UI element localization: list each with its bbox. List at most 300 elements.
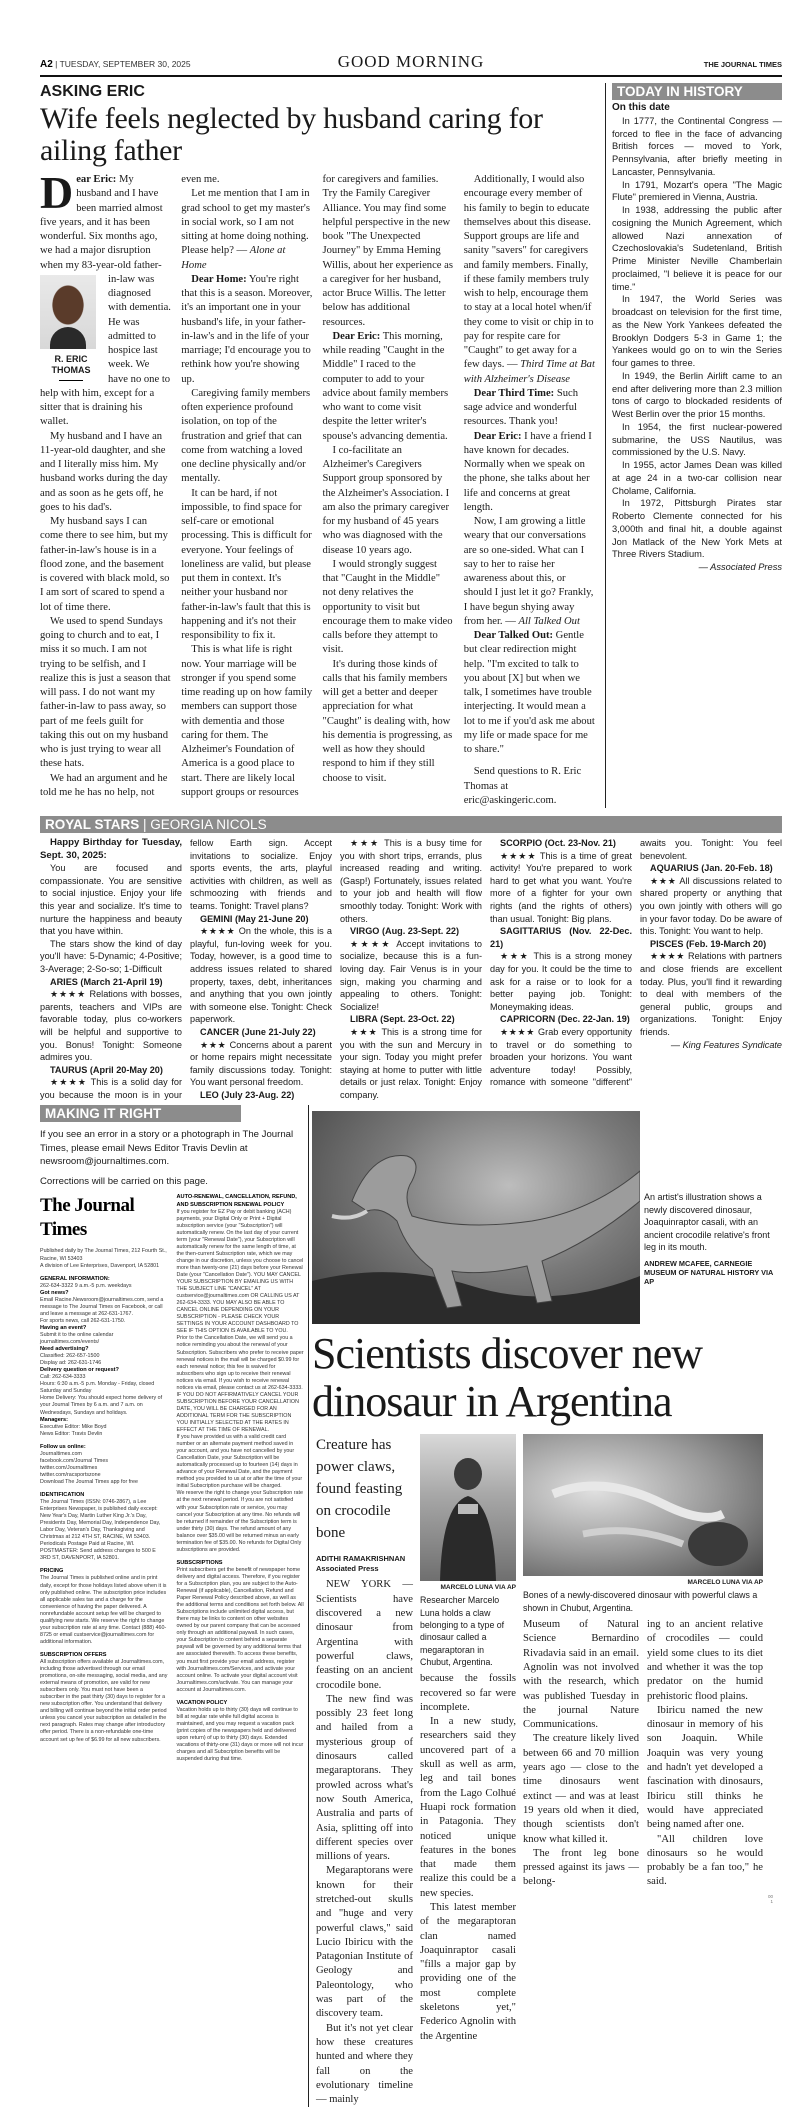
article-paragraph [647, 1704, 763, 1833]
signoff: All Talked Out [518, 615, 580, 627]
history-entry [612, 179, 782, 205]
paragraph-text: LIBRA (Sept. 23-Oct. 22) [350, 1014, 455, 1025]
paragraph-text: Gentle but clear redirection might help. "I'm excited to talk to you about [X] but when we talk, I sometimes have trouble interjecting. It would mean a lot to me if you'd ask me about my life or made space for me to share." [463, 630, 595, 755]
paragraph-text: Print subscribers get the benefit of newspaper home delivery and digital access. Therefore, if you register for a Subscription plan, you are subject to the Auto-Renewal (if applicable), Cancellation, Refund and Paper Renewal Policy described above, as well as the additional terms and conditions set forth below. All Subscriptions include unlimited digital access, but there may be links to content on other websites owned by our parent company that can be accessed only through an additional paywall. In such cases, your Subscription to content behind a separate paywall will be governed by any additional terms that are associated therewith. To access these benefits, you must first provide your email address, register with Journaltimes.com/Services, and activate your account online. To activate your digital account visit Journaltimes.com/activate. You can manage your account at Journaltimes.com. [176, 1566, 304, 1693]
horoscope-entry [490, 850, 632, 926]
paragraph-text: Home Delivery: You should expect home delivery of your Journal Times by 6 a.m. and 7 a.m. on Wednesdays, Sundays and holidays. [40, 1395, 163, 1416]
paragraph-text: Send questions to R. Eric Thomas at eric@askingeric.com. [463, 766, 582, 806]
horoscope-entry [190, 913, 332, 926]
dinosaur-illustration [312, 1111, 640, 1324]
column-kicker: ASKING ERIC [40, 83, 145, 100]
paragraph-text: ★★★★ On the whole, this is a playful, fun-loving week for you. Today, however, is a good time to address issues related to shared property, taxes, debt, inheritances and anything that you own jointly with someone else. Tonight: Check paperwork. [190, 926, 332, 1025]
researcher-photo-credit: MARCELO LUNA VIA AP [440, 1584, 516, 1592]
paragraph-text: This latest member of the megaraptoran clan named Joaquinraptor casali "fills a major gap by providing one of the most complete skeletons yet," Federico Agnolin with the Argentine [420, 1902, 516, 2042]
paragraph-text: Ibiricu named the new dinosaur in memory of his son Joaquin. While Joaquin was very young and hadn't yet developed a fascination with dinosaurs, Ibiricu still thinks he would have appreciated being named after one. [647, 1704, 763, 1831]
lead-in: Dear Eric: [332, 330, 381, 342]
paragraph-text: Let me mention that I am in grad school to get my master's in social work, so I am not sitting at home doing nothing. Please help? — [181, 188, 310, 257]
masthead-item [40, 1417, 168, 1424]
history-entry [612, 497, 782, 561]
horoscope-entry [40, 862, 182, 938]
horoscope-entry [40, 976, 182, 989]
paragraph-text: Need advertising? [40, 1346, 89, 1353]
masthead-item [40, 1263, 168, 1270]
horoscope-entry [190, 1026, 332, 1039]
bottom-section [40, 1105, 782, 2107]
paragraph-text: ★★★ This is a busy time for you with short trips, errands, plus increased reading and writing. (Gasp!) Fortunately, issues related to your job and health will flow smoothly today. Tonight: Work with others. [340, 838, 482, 924]
page-number: A2 [40, 59, 53, 70]
article-paragraph [420, 1672, 516, 1715]
advice-paragraph [323, 658, 454, 786]
article-paragraph [316, 2022, 413, 2107]
horoscope-entry [190, 925, 332, 1026]
masthead-item [177, 1707, 305, 1763]
masthead-item [177, 1434, 305, 1490]
horoscope-entry [640, 950, 782, 1038]
horoscope-body [40, 837, 782, 1101]
paragraph-text: In 1791, Mozart's opera "The Magic Flute" premiered in Vienna, Austria. [612, 179, 782, 203]
lead-in: Dear Third Time: [473, 387, 555, 399]
paragraph-text: In 1938, addressing the public after cosigning the Munich Agreement, which allowed Nazi annexation of Czechoslovakia's Sudetenland, British Prime Minister Neville Chamberlain proclaimed, "I believe it is peace for our time." [612, 205, 782, 292]
lead-in: Dear Home: [191, 273, 247, 285]
masthead-item [40, 1346, 168, 1353]
masthead-item [177, 1209, 305, 1336]
masthead-item [40, 1332, 168, 1346]
horoscope-entry-list [40, 837, 782, 1101]
horoscope-entry [40, 938, 182, 976]
advice-paragraph [323, 558, 454, 658]
paragraph-text: ★★★★ Relations with partners and close friends are excellent today. Plus, you'll find it rewarding to deal with members of the general public, groups and organizations. Tonight: Enjoy friends. [640, 951, 782, 1037]
masthead-item [40, 1659, 168, 1744]
article-columns-3-4 [523, 1614, 773, 1890]
paragraph-text: Follow us online: [40, 1443, 86, 1450]
advice-paragraph-list [40, 167, 595, 808]
masthead-item [177, 1560, 305, 1567]
paragraph-text: Megaraptorans were known for their stretched-out skulls and "huge and very powerful claws," said Lucio Ibiricu with the Patagonian Institute of Geology and Paleontology, who was part of the discovery team. [316, 1865, 413, 2020]
advice-paragraph [464, 765, 595, 808]
paragraph-text: This is what life is right now. Your marriage will be stronger if you spend some time reading up on how family members can support those with dementia and those caring for them. The Alzheimer's Foundation of America is a good place to start. There are likely local support groups or resources for caregivers and families. Try the Family Caregiver Alliance. You may find some helpful perspective in the new book "The Unexpected Journey" by Emma Heming Willis, about her experience as a caregiver for her husband, actor Bruce Willis. The letter below has additional resources. [181, 174, 453, 798]
paragraph-text: ★★★ This is a strong money day for you. It could be the time to ask for a raise or to look for a better paying job. Tonight: Moneymaking ideas. [490, 951, 632, 1012]
paragraph-text: ★★★ This is a strong time for you with the sun and Mercury in your sign. Today you might prefer staying at home to putter with little details or just relax. Tonight: Enjoy company. [340, 1026, 482, 1100]
advice-paragraph [464, 387, 595, 430]
paragraph-text: TAURUS (April 20-May 20) [50, 1064, 163, 1075]
paragraph-text: "All children love dinosaurs so he would probably be a fan too," he said. [647, 1833, 763, 1888]
advice-paragraph [40, 615, 171, 772]
horoscope-title: ROYAL STARS [45, 817, 140, 832]
illustration-row [312, 1111, 782, 1324]
paragraph-text: This morning, while reading "Caught in the Middle" I raced to the computer to add to your advice about family members who want to come visit despite the letter writer's spouse's advancing dementia. [322, 330, 449, 442]
article-paragraph [523, 1618, 639, 1732]
paragraph-text: IDENTIFICATION [40, 1491, 85, 1498]
paragraph-text: If you register for EZ Pay or debit banking (ACH) payments, your Digital Only or Print + Digital subscription service (your "Subscription") will automatically renew. On the last day of your current term (your "Renewal Date"), your Subscription will automatically renew for the same length of time, at the then-current Subscription rate, which we may change in our discretion, unless you choose to cancel more than twenty-one (21) days before your Renewal Date (your "Cancellation Date"). YOU MAY CANCEL YOUR SUBSCRIPTION BY EMAILING US WITH THE SUBJECT LINE "CANCEL" AT custservice@journaltimes.com OR CALLING US AT 262-634-3333. YOU MAY ALSO BE ABLE TO CANCEL ONLINE DEPENDING ON YOUR SUBSCRIPTION - PLEASE CHECK YOUR SETTINGS IN YOUR ACCOUNT DASHBOARD TO SEE IF THIS OPTION IS AVAILABLE TO YOU. [176, 1208, 304, 1335]
paragraph-text: Caregiving family members often experience profound isolation, on top of the frustration and grief that can come from watching a loved one decline physically and/or mentally. [181, 387, 311, 485]
advice-paragraph [181, 187, 312, 273]
paragraph-text: CANCER (June 21-July 22) [200, 1026, 316, 1037]
horoscope-entry [40, 1064, 182, 1077]
paragraph-text: I have a friend I have known for decades. Normally when we speak on the phone, she talks about her life and concerns at great length. [463, 430, 592, 513]
masthead-item [40, 1458, 168, 1465]
masthead-item [40, 1353, 168, 1360]
horoscope-entry [40, 988, 182, 1064]
horoscope-entry [190, 1089, 332, 1102]
article-paragraph [420, 1715, 516, 1901]
horoscope-entry [490, 925, 632, 950]
paragraph-text: Having an event? [40, 1324, 87, 1331]
paragraph-text: We reserve the right to change your Subscription rate at the next renewal period. If you are not satisfied with your Subscription rate or service, you may cancel your Subscription at any time. No refunds will be returned if remainder of the Subscription term is under thirty (30) days. The refund amount of any balance over $35.00 will be returned minus an early termination fee of $35.00. No refunds for Digital Only subscriptions are provided. [176, 1490, 303, 1553]
paragraph-text: News Editor: Travis Devlin [40, 1430, 103, 1437]
paragraph-text: You are focused and compassionate. You are sensitive to social injustice. Enjoy your life this year and socialize. It's time to nurture the happiness and beauty that you have within. [40, 863, 182, 937]
dinosaur-illustration-photo [312, 1111, 640, 1324]
paragraph-text: In 1954, the first nuclear-powered submarine, the USS Nautilus, was commissioned by the U.S. Navy. [612, 421, 782, 458]
masthead-item [177, 1194, 305, 1208]
lead-in: Dear Eric: [473, 430, 522, 442]
masthead-item [40, 1381, 168, 1395]
paragraph-text: We used to spend Sundays going to church and to eat, I miss it so much. I am not trying to be selfish, and I realize this is just a season that will pass. I do not want my father-in-law to pass away, so part of me feels guilt for taking this out on my husband who is just trying to wear all these hats. [40, 615, 171, 770]
paragraph-text: Prior to the Cancellation Date, we will send you a notice reminding you about the renewal of your Subscription. Subscribers who prefer to receive paper renewal notices in the mail will be charged $0.99 for each renewal notice; this fee is waived for subscribers who sign up to receive their renewal notices via email. If you wish to receive renewal notices via email, please contact us at 262-634-3333. IF YOU DO NOT AFFIRMATIVELY CANCEL YOUR SUBSCRIPTION BEFORE YOUR CANCELLATION DATE, YOU WILL BE CHARGED FOR AN ADDITIONAL TERM FOR THE SUBSCRIPTION YOU INITIALLY SELECTED AT THE RATES IN EFFECT AT THE TIME OF RENEWAL. [176, 1335, 304, 1434]
article-paragraph [420, 1901, 516, 2044]
horoscope-entry [340, 1026, 482, 1102]
paragraph-text: Journaltimes.com [40, 1450, 82, 1457]
paragraph-text: LEO (July 23-Aug. 22) [200, 1089, 295, 1100]
masthead-item [40, 1367, 168, 1374]
illustration-caption [644, 1111, 782, 1324]
fossil-photo-caption: Bones of a newly-discovered dinosaur with powerful claws a shown in Chubut, Argentina. [523, 1590, 758, 1613]
columnist-name: R. ERIC THOMAS [51, 354, 91, 375]
paragraph-text: In 1955, actor James Dean was killed at age 24 in a two-car collision near Cholame, California. [612, 460, 782, 496]
paragraph-text: GEMINI (May 21-June 20) [200, 913, 309, 924]
paragraph-text: In a new study, researchers said they uncovered part of a skull as well as arm, leg and tail bones from the Lago Colhué Huapi rock formation in Patagonia. They noticed unique features in the bones that made them realize this could be a new species. [420, 1716, 516, 1899]
paragraph-text: Happy Birthday for Tuesday, Sept. 30, 2025: [40, 837, 182, 861]
history-entry [612, 561, 782, 574]
horoscope-entry [640, 1039, 782, 1052]
paragraph-text: PRICING [40, 1568, 64, 1575]
paragraph-text: Submit it to the online calendar journaltimes.com/events/ [40, 1331, 114, 1346]
paragraph-text: ★★★★ Relations with bosses, parents, teachers and VIPs are favorable today, plus co-workers will be helpful and supportive to you. Bonus! Tonight: Someone admires you. [40, 989, 182, 1063]
fossil-photo-credit: MARCELO LUNA VIA AP [687, 1579, 763, 1587]
paragraph-text: If you have provided us with a valid credit card number or an alternate payment method saved in your account, and you have not cancelled by your Cancellation Date, your Subscription will be automatically processed up to fourteen (14) days in advance of your Renewal Date, and the payment method you provided to us at or after the time of your initial Subscription purchase will be charged. [176, 1434, 303, 1490]
columnist-headshot [40, 275, 96, 349]
masthead-item [40, 1499, 168, 1562]
article-column-b [420, 1434, 516, 2107]
paragraph-text: The Journal Times is published online and in print daily, except for those holidays listed above when it is only published online. The subscription price includes all applicable sales tax and a charge for the convenience of having the paper delivered. A nonrefundable account setup fee will be charged to qualifying new starts. We reserve the right to change your subscription rate at any time. Contact (888) 460-8725 or email custservice@journaltimes.com for additional information. [40, 1575, 167, 1645]
masthead-item [40, 1575, 168, 1645]
byline [316, 1554, 413, 1574]
article-column-4 [647, 1618, 763, 1890]
paragraph-text: facebook.com/Journal Times [40, 1457, 109, 1464]
paragraph-text: A division of Lee Enterprises, Davenport, IA 52801 [40, 1262, 160, 1269]
paragraph-text: My husband and I have been married almost five years, and it has been wonderful. Six months ago, we had a major disruption when my 83-year-old father-in-law was diagnosed with dementia. He was admitted to hospice last week. We have no one to help with him, except for a sitter that is draining his wallet. [40, 174, 171, 428]
history-entry-list [612, 102, 782, 574]
article-paragraph [647, 1833, 763, 1890]
byline-author: ADITHI RAMAKRISHNAN [316, 1554, 406, 1564]
article-paragraph [647, 1618, 763, 1704]
advice-column-body [40, 167, 595, 808]
folio-number: 1 [770, 1898, 773, 1904]
paragraph-text: ★★★★ Accept invitations to socialize, because this is a fun-loving day. Fair Venus is in your sign, making you charming and appealing to others. Tonight: Socialize! [340, 938, 482, 1012]
article-paragraph [316, 1693, 413, 1865]
issue-date: TUESDAY, SEPTEMBER 30, 2025 [59, 59, 191, 69]
lead-in: Dear Talked Out: [473, 630, 554, 641]
researcher-figure [420, 1434, 516, 1581]
masthead-item [40, 1652, 168, 1659]
paragraph-text: because the fossils recovered so far were incomplete. [420, 1673, 516, 1713]
paragraph-text: ★★★ All discussions related to shared property or anything that you own jointly with others will go in your favor today. Do be aware of this. Tonight: You want to help. [640, 875, 782, 937]
paragraph-text: On this date [612, 102, 670, 113]
paragraph-text: Now, I am growing a little weary that our conversations are so one-sided. What can I say to her to raise her awareness about this, or should I just let it go? Frankly, I have begun shying away from her. — [463, 516, 594, 627]
masthead-item [40, 1431, 168, 1438]
dinosaur-headline: Scientists discover new dinosaur in Argentina [312, 1329, 703, 1427]
paragraph-text: The front leg bone pressed against its jaws — belong- [523, 1847, 639, 1888]
masthead-item [177, 1700, 305, 1707]
paragraph-text: I would strongly suggest that "Caught in the Middle" not deny relatives the opportunity to visit but encourage them to make video calls before they attempt to visit. [322, 558, 453, 656]
article-column-2 [420, 1672, 516, 2044]
paragraph-text: Such sage advice and wonderful resources. Thank you! [463, 387, 579, 428]
masthead-item [40, 1492, 168, 1499]
paragraph-text: AUTO-RENEWAL, CANCELLATION, REFUND, AND SUBSCRIPTION RENEWAL POLICY [176, 1194, 297, 1208]
masthead-item [40, 1472, 168, 1479]
article-column-c [523, 1434, 773, 2107]
paragraph-text: My husband and I have an 11-year-old daughter, and she and I literally miss him. My husband works during the day and as soon as he gets off, he goes to his dad's. [40, 430, 168, 513]
paragraph-text: CAPRICORN (Dec. 22-Jan. 19) [500, 1014, 630, 1025]
paragraph-text: You're right that this is a season. Moreover, it's an important one in your husband's life, in your father-in-law's and in the life of your marriage; I'd encourage you to rethink how you're showing up. [181, 273, 313, 385]
advice-paragraph [464, 173, 595, 387]
article-paragraph-list [316, 1578, 413, 2107]
paragraph-text: SAGITTARIUS (Nov. 22-Dec. 21) [490, 926, 632, 949]
paragraph-text: Got news? [40, 1289, 69, 1296]
divider [59, 380, 83, 381]
corrections-body [40, 1128, 304, 1188]
left-rail [40, 1105, 309, 2107]
today-in-history-header: TODAY IN HISTORY [612, 83, 782, 100]
paragraph-text: 262-634-3322 9 a.m.-5 p.m. weekdays [40, 1282, 132, 1289]
paragraph-text: My husband says I can come there to see him, but my father-in-law's house is in a flood zone, and the basement is covered with black mold, so I am sort of scared to spend a lot of time there. [40, 516, 170, 613]
paragraph-text: The Journal Times (ISSN: 0746-2867), a Lee Enterprises Newspaper, is published daily except: New Year's Day, Martin Luther King Jr.'s Day, Presidents Day, Memorial Day, Independence Day, Labor Day, Veteran's Day, Thanksgiving and Christmas at 212 4TH ST, RACINE, WI 53403. Periodicals Postage Paid at Racine, WI. POSTMASTER: Send address changes to 500 E 3RD ST, DAVENPORT, IA 52801. [40, 1499, 161, 1562]
illustration-credit: ANDREW MCAFEE, CARNEGIE MUSEUM OF NATURAL HISTORY VIA AP [644, 1258, 774, 1286]
folio-code: 00 [767, 1893, 773, 1899]
paragraph-text: The new find was possibly 23 feet long and hailed from a mysterious group of dinosaurs called megaraptorans. They prowled across what's now South America, Australia and parts of Asia, splitting off into different species over millions of years. [316, 1693, 413, 1863]
paragraph-text: SCORPIO (Oct. 23-Nov. 21) [500, 838, 616, 848]
masthead-item [40, 1479, 168, 1486]
paragraph-text: VIRGO (Aug. 23-Sept. 22) [350, 926, 460, 937]
paper-name: THE JOURNAL TIMES [703, 60, 782, 69]
researcher-photo-caption: Researcher Marcelo Luna holds a claw belonging to a type of dinosaur called a megaraptoran in Chubut, Argentina. [420, 1595, 505, 1667]
journal-times-logo: The Journal Times [40, 1195, 135, 1241]
page-header [40, 52, 782, 77]
horoscope-entry [490, 950, 632, 1013]
horoscope-entry [640, 875, 782, 938]
advice-headline: Wife feels neglected by husband caring for ailing father [40, 102, 543, 167]
paragraph-text: GENERAL INFORMATION: [40, 1275, 110, 1282]
masthead-item [40, 1360, 168, 1367]
masthead-item [40, 1451, 168, 1458]
article-paragraph-list [420, 1672, 516, 2044]
horoscope-header [40, 816, 782, 833]
advice-paragraph [181, 487, 312, 644]
paragraph-text: Classified: 262-657-1500 [40, 1353, 100, 1360]
masthead-item [40, 1248, 168, 1262]
masthead-item [177, 1567, 305, 1694]
fossil-bones [523, 1434, 763, 1576]
today-in-history-body [612, 102, 782, 574]
horoscope-entry [490, 837, 632, 850]
paragraph-text: It's during those kinds of calls that his family members will get a better and deeper appreciation for what "Caught" is dealing with, how his dementia is progressing, as well as how they should respond to him if they still choose to visit. [322, 658, 453, 784]
paragraph-text: SUBSCRIPTIONS [176, 1559, 223, 1566]
paragraph-text: twitter.com/racsportszone [40, 1471, 101, 1478]
paragraph-text: VACATION POLICY [176, 1699, 228, 1706]
history-entry [612, 293, 782, 370]
paragraph-text: Vacation holds up to thirty (30) days will continue to bill at regular rate while full digital access is maintained, and you may request a vacation pack (print copies of the newspapers held and delivered upon return) of up to thirty (30) days. Extended vacations of thirty-one (31) days or more will not incur charges and all Subscription benefits will be suspended during that time. [176, 1706, 304, 1763]
paragraph-text: SUBSCRIPTION OFFERS [40, 1651, 107, 1658]
paragraph-text: The stars show the kind of day you'll have: 5-Dynamic; 4-Positive; 3-Average; 2-So-so; 1-Difficult [40, 938, 182, 974]
article-paragraph [523, 1847, 639, 1890]
page-folio [523, 1894, 773, 1904]
paragraph-text: ★★★★ This is a time of great activity! You're prepared to work hard to get what you want. You're more of a fighter for your own rights (and the rights of others) than usual. Tonight: Big plans. [490, 850, 632, 924]
newspaper-page [40, 0, 782, 2107]
fossil-bones-photo [523, 1434, 763, 1576]
dinosaur-deck: Creature has power claws, found feasting on crocodile bone [316, 1437, 403, 1542]
advice-paragraph [323, 444, 454, 558]
advice-paragraph [464, 629, 595, 757]
article-column-3 [523, 1618, 639, 1890]
advice-paragraph [181, 273, 312, 387]
masthead-item [40, 1283, 168, 1290]
page-dateline: A2 | TUESDAY, SEPTEMBER 30, 2025 [40, 59, 191, 70]
advice-paragraph [181, 387, 312, 487]
horoscope-entry [340, 938, 482, 1014]
byline-agency: Associated Press [316, 1564, 379, 1574]
corrections-paragraph [40, 1128, 304, 1169]
corrections-header: MAKING IT RIGHT [40, 1105, 241, 1122]
masthead-item [177, 1490, 305, 1553]
horoscope-entry [640, 862, 782, 875]
horoscope-entry [40, 837, 182, 862]
masthead-item [177, 1335, 305, 1434]
paragraph-text: All subscription offers available at Journaltimes.com, including those advertised through our email promotions, on-site messaging, social media, and any external means of promotion, are valid for new subscribers only. You must not have been a subscriber in the past thirty (30) days to register for a new subscription offer. You understand that delivery and billing will continue beyond the initial order period unless you cancel your subscription as detailed in the next paragraph. Rates may change after introductory offer period. There is a non-refundable one-time account set up fee of $6.99 for all new subscribers. [40, 1659, 168, 1743]
masthead-item-list [40, 1194, 304, 1763]
paragraph-text: Corrections will be carried on this page. [40, 1175, 208, 1187]
paragraph-text: AQUARIUS (Jan. 20-Feb. 18) [650, 863, 773, 874]
masthead-item [40, 1325, 168, 1332]
horoscope-entry [340, 925, 482, 938]
today-in-history [612, 83, 782, 808]
paragraph-text: The creature likely lived between 66 and 70 million years ago — close to the time dinosaurs went extinct — and was at least 19 years old when it died, though scientists don't know what killed it. [523, 1733, 639, 1845]
lead-in: ear Eric: [76, 174, 117, 185]
horoscope-entry [490, 1013, 632, 1026]
horoscope-author: | GEORGIA NICOLS [139, 817, 267, 832]
article-body [312, 1434, 782, 2107]
history-entry [612, 459, 782, 497]
paragraph-text: But it's not yet clear how these creatures hunted and where they fall on the evolutionary timeline — mainly [316, 2022, 413, 2106]
masthead-info-box [40, 1194, 304, 1763]
paragraph-text: Call: 262-634-3333 [40, 1374, 86, 1381]
masthead-item [40, 1424, 168, 1431]
paragraph-text: Delivery question or request? [40, 1367, 119, 1374]
corrections-paragraph [40, 1175, 304, 1189]
signoff: Third Time at Bat with Alzheimer's Disease [463, 359, 595, 385]
paragraph-text: Email Racine.Newsroom@journaltimes.com, send a message to The Journal Times on Facebook, or call and leave a message at 262-631-1767. [40, 1296, 164, 1317]
horoscope-entry [190, 1039, 332, 1089]
masthead-item [40, 1318, 168, 1325]
masthead-item [40, 1374, 168, 1381]
history-entry [612, 370, 782, 421]
researcher-photo [420, 1434, 516, 1581]
advice-paragraph [40, 430, 171, 516]
article-column-1 [316, 1578, 413, 2107]
paragraph-text: Executive Editor: Mike Boyd [40, 1423, 107, 1430]
article-paragraph [316, 1864, 413, 2021]
history-entry [612, 102, 782, 115]
masthead-item [40, 1297, 168, 1318]
paragraph-text: Published daily by The Journal Times, 212 Fourth St., Racine, WI 53403 [40, 1248, 167, 1262]
advice-paragraph [40, 515, 171, 615]
history-entry [612, 421, 782, 459]
paragraph-text: In 1947, the World Series was broadcast on television for the first time, as the New York Yankees defeated the Brooklyn Dodgers 5-3 in Game 1; the Yankees would go on to win the Series four games to three. [612, 294, 782, 368]
paragraph-text: It can be hard, if not impossible, to find space for self-care or emotional processing. This is difficult for everyone. Your feelings of loneliness are valid, but please put them in context. It's neither your husband nor father-in-law's fault that this is happening and it's not their responsibility to fix it. [181, 487, 312, 641]
paragraph-text: ARIES (March 21-April 19) [50, 976, 163, 987]
paragraph-text: Museum of Natural Science Bernardino Rivadavia said in an email. Agnolin was not involved with the research, which was published Tuesday in the journal Nature Communications. [523, 1619, 639, 1731]
article-paragraph-list [523, 1618, 639, 1890]
top-row [40, 83, 782, 808]
horoscope-entry [340, 837, 482, 925]
advice-paragraph [323, 330, 454, 444]
masthead-item [40, 1276, 168, 1283]
article-paragraph [316, 1578, 413, 1692]
paragraph-text: For sports news, call 262-631-1750. [40, 1317, 126, 1324]
advice-column [40, 83, 606, 808]
paragraph-text: We had an argument and he told me he has no help, not even me. [40, 174, 220, 798]
article-column-a [316, 1434, 413, 2107]
paragraph-text: twitter.com/Journaltimes [40, 1464, 98, 1471]
masthead-item [40, 1568, 168, 1575]
paragraph-text: If you see an error in a story or a photograph in The Journal Times, please email News Editor Travis Devlin at newsroom@journaltimes.com. [40, 1129, 294, 1168]
dinosaur-article [309, 1105, 782, 2107]
paragraph-text: Hours: 6:30 a.m.-5 p.m. Monday - Friday, closed Saturday and Sunday [40, 1381, 155, 1395]
paragraph-text: ★★★★ Grab every opportunity to travel or do something to broaden your horizons. You want adventure today! Possibly, romance with someone "different" awaits you. Tonight: You feel benevolent. [490, 838, 782, 1088]
advice-paragraph [464, 430, 595, 516]
paragraph-text: — King Features Syndicate [670, 1039, 782, 1050]
horoscope-entry [340, 1013, 482, 1026]
history-entry [612, 115, 782, 179]
paragraph-text: Managers: [40, 1416, 68, 1423]
corrections-paragraph-list [40, 1128, 304, 1188]
masthead-item [40, 1395, 168, 1416]
paragraph-text: In 1949, the Berlin Airlift came to an end after delivering more than 2.3 million tons of cargo to blockaded residents of West Berlin over the prior 15 months. [612, 370, 782, 419]
columnist-photo [40, 275, 102, 381]
drop-cap: D [40, 167, 74, 218]
paragraph-text: In 1972, Pittsburgh Pirates star Roberto Clemente connected for his 3,000th and final hit, a double against Jon Matlack of the New York Mets at Three Rivers Stadium. [612, 498, 782, 560]
horoscope-entry [640, 938, 782, 951]
paragraph-text: ing to an ancient relative of crocodiles — could yield some clues to its diet and whether it was the top predator on the humid prehistoric flood plains. [647, 1619, 763, 1702]
paragraph-text: I co-facilitate an Alzheimer's Caregivers Support group sponsored by the Alzheimer's Association. I am also the primary caregiver for my husband of 45 years who was diagnosed with the disease 10 years ago. [322, 444, 450, 556]
paragraph-text: Download The Journal Times app for free [40, 1478, 138, 1485]
paragraph-text: NEW YORK — Scientists have discovered a new dinosaur from Argentina with powerful claws, feasting on an ancient crocodile bone. [316, 1579, 413, 1691]
article-paragraph-list [647, 1618, 763, 1890]
section-name: GOOD MORNING [337, 52, 485, 71]
signoff: Alone at Home [181, 245, 286, 271]
paragraph-text: PISCES (Feb. 19-March 20) [650, 938, 767, 949]
paragraph-text: Display ad: 262-631-1746 [40, 1360, 102, 1367]
article-paragraph [523, 1732, 639, 1846]
masthead-item [40, 1444, 168, 1451]
history-entry [612, 204, 782, 293]
paragraph-text: ★★★★ This is a solid day for you because the moon is in your fellow Earth sign. Accept invitations to socialize. Enjoy sports events, the arts, playful activities with children, as well as schmoozing with friends and teams. Tonight: Travel plans? [40, 838, 332, 1100]
masthead-item [40, 1465, 168, 1472]
paragraph-text: — Associated Press [698, 562, 782, 572]
advice-paragraph [464, 515, 595, 629]
masthead-item [40, 1290, 168, 1297]
paragraph-text: ★★★ Concerns about a parent or home repairs might necessitate family discussions today. Tonight: You want personal freedom. [190, 1039, 332, 1088]
paragraph-text: Additionally, I would also encourage every member of his family to begin to educate themselves about this disease. Support groups are life and sanity "savers" for caregivers and family members. Finally, if these family members truly wish to help, encourage them to stay at a local hotel when/if they come to visit or chip in to pay for respite care for "Caught" to get away for a few days. — [463, 174, 594, 371]
illustration-caption-text: An artist's illustration shows a newly discovered dinosaur, Joaquinraptor casali, with an ancient crocodile relative's front leg in its mouth. [644, 1192, 770, 1253]
